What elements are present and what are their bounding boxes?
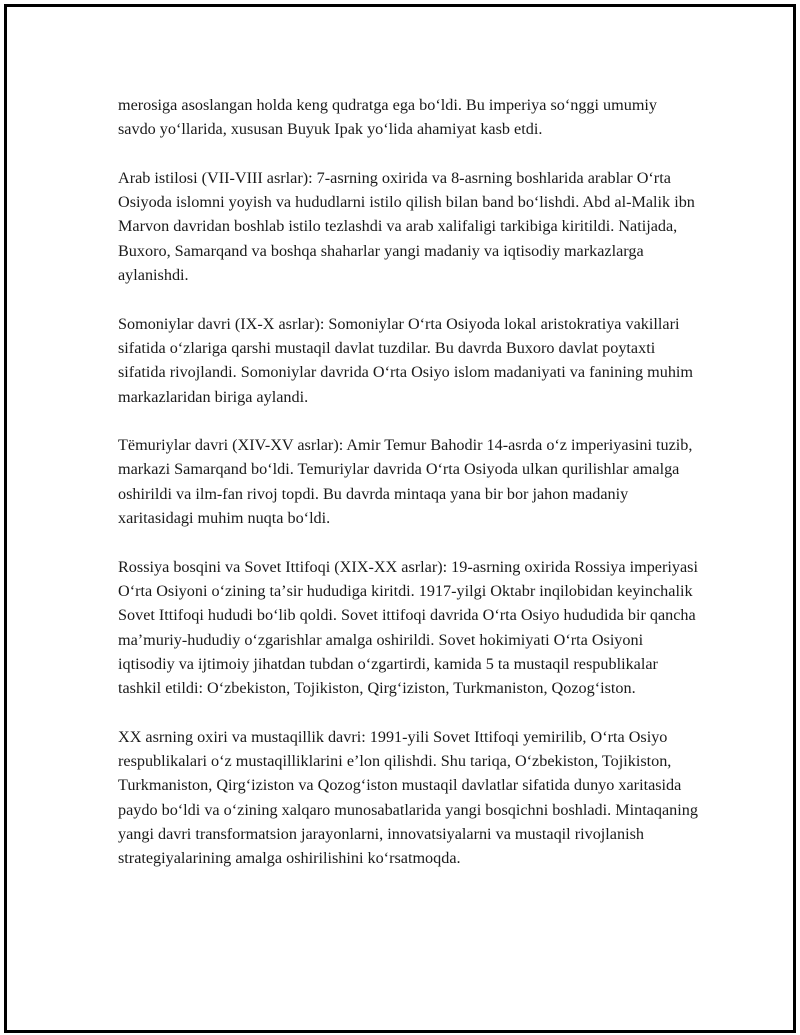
paragraph-samanid-period: Somoniylar davri (IX-X asrlar): Somoniylar Oʻrta Osiyoda lokal aristokratiya vakillari sifatida oʻzlariga qarshi mustaqil davlat tuzdilar. Bu davrda Buxoro davlat poytaxti sifatida rivojlandi. Somoniylar davrida Oʻrta Osiyo islom madaniyati va fanining muhim markazlaridan biriga aylandi. xyxy=(118,314,693,406)
document-body xyxy=(118,93,698,895)
paragraph-silk-road: merosiga asoslangan holda keng qudratga ega boʻldi. Bu imperiya soʻnggi umumiy savdo yoʻllarida, xususan Buyuk Ipak yoʻlida ahamiyat kasb etdi. xyxy=(118,96,658,139)
paragraph-timurid-period: Tëmuriylar davri (XIV-XV asrlar): Amir Temur Bahodir 14-asrda oʻz imperiyasini tuzib, markazi Samarqand boʻldi. Temuriylar davrida Oʻrta Osiyoda ulkan qurilishlar amalga oshirildi va ilm-fan rivoj topdi. Bu davrda mintaqa yana bir bor jahon madaniy xaritasidagi muhim nuqta boʻldi. xyxy=(118,436,693,528)
paragraph-arab-conquest: Arab istilosi (VII-VIII asrlar): 7-asrning oxirida va 8-asrning boshlarida arablar Oʻrta Osiyoda islomni yoyish va hududlarni istilo qilish bilan band boʻlishdi. Abd al-Malik ibn Marvon davridan boshlab istilo tezlashdi va arab xalifaligi tarkibiga kiritildi. Natijada, Buxoro, Samarqand va boshqa shaharlar yangi madaniy va iqtisodiy markazlarga aylanishdi. xyxy=(118,168,695,285)
paragraph-russian-soviet-period: Rossiya bosqini va Sovet Ittifoqi (XIX-XX asrlar): 19-asrning oxirida Rossiya imperiyasi Oʻrta Osiyoni oʻzining taʼsir hududiga kiritdi. 1917-yilgi Oktabr inqilobidan keyinchalik Sovet Ittifoqi hududi boʻlib qoldi. Sovet ittifoqi davrida Oʻrta Osiyo hududida bir qancha maʼmuriy-hududiy oʻzgarishlar amalga oshirildi. Sovet hokimiyati Oʻrta Osiyoni iqtisodiy va ijtimoiy jihatdan tubdan oʻzgartirdi, kamida 5 ta mustaqil respublikalar tashkil etildi: Oʻzbekiston, Tojikiston, Qirgʻiziston, Turkmaniston, Qozogʻiston. xyxy=(118,557,698,698)
paragraph-independence-period: XX asrning oxiri va mustaqillik davri: 1991-yili Sovet Ittifoqi yemirilib, Oʻrta Osiyo respublikalari oʻz mustaqilliklarini eʼlon qilishdi. Shu tariqa, Oʻzbekiston, Tojikiston, Turkmaniston, Qirgʻiziston va Qozogʻiston mustaqil davlatlar sifatida dunyo xaritasida paydo boʻldi va oʻzining xalqaro munosabatlarida yangi bosqichni boshladi. Mintaqaning yangi davri transformatsion jarayonlarni, innovatsiyalarni va mustaqil rivojlanish strategiyalarining amalga oshirilishini koʻrsatmoqda. xyxy=(118,727,698,868)
